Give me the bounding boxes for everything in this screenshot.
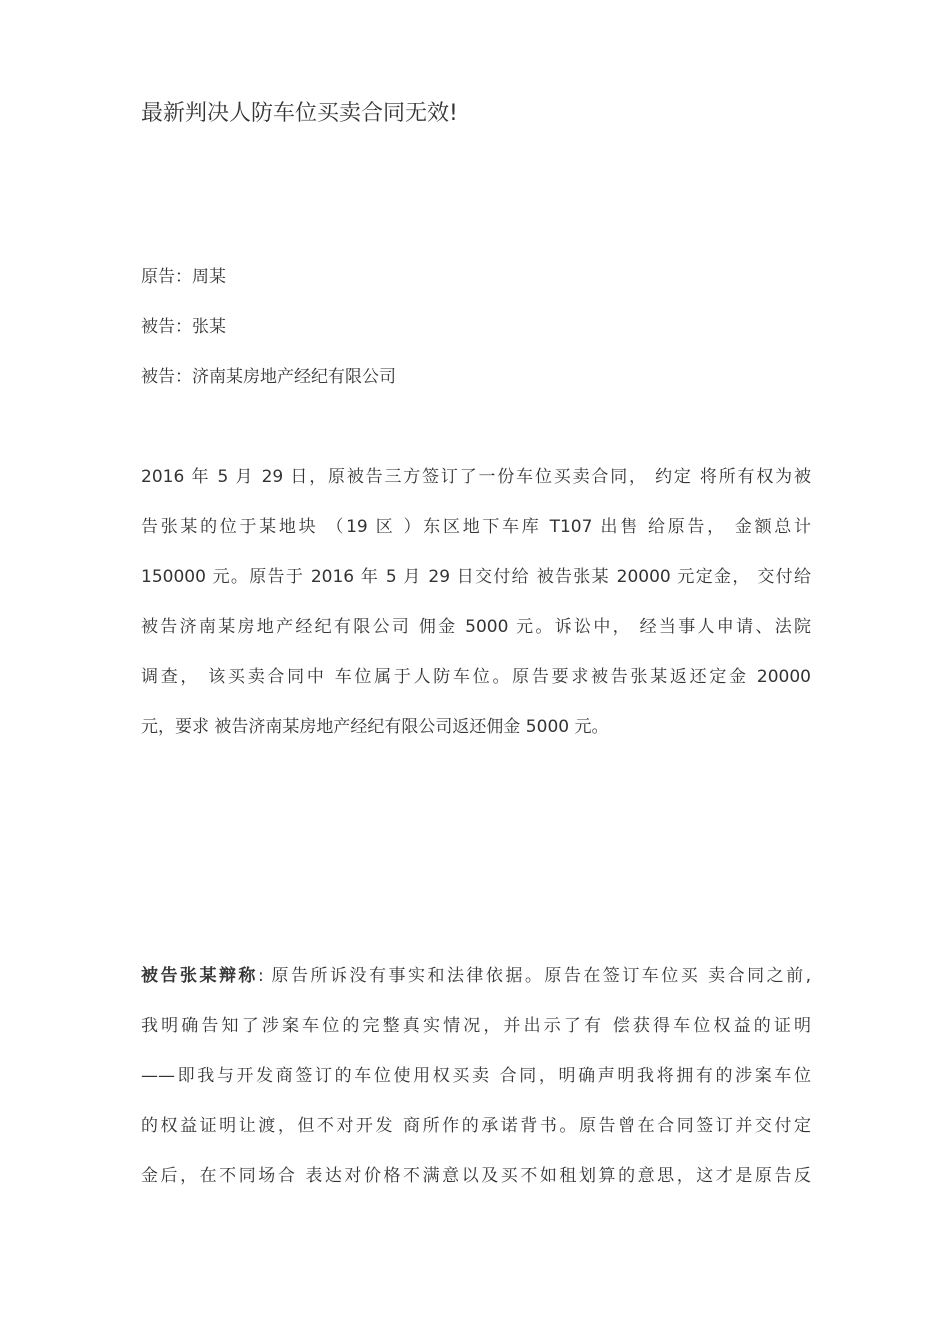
document-title: 最新判决人防车位买卖合同无效! xyxy=(141,101,458,126)
defense-line: ——即我与开发商签订的车位使用权买卖 合同，明确声明我将拥有的涉案车位 xyxy=(141,1066,811,1086)
facts-line: 元，要求 被告济南某房地产经纪有限公司返还佣金 5000 元。 xyxy=(141,717,609,737)
defense-line: 我明确告知了涉案车位的完整真实情况，并出示了有 偿获得车位权益的证明 xyxy=(141,1016,811,1036)
defense-line: 金后，在不同场合 表达对价格不满意以及买不如租划算的意思，这才是原告反 xyxy=(141,1166,811,1186)
facts-line: 2016 年 5 月 29 日，原被告三方签订了一份车位买卖合同， 约定 将所有权为被 xyxy=(141,467,811,487)
defense-paragraph xyxy=(141,964,811,1214)
facts-paragraph xyxy=(141,465,811,765)
facts-line: 150000 元。原告于 2016 年 5 月 29 日交付给 被告张某 20000 元定金， 交付给 xyxy=(141,567,811,587)
defense-first-line-text: : 原告所诉没有事实和法律依据。原告在签订车位买 卖合同之前, xyxy=(257,966,811,986)
defense-first-line xyxy=(141,964,811,1014)
plaintiff-line: 原告：周某 xyxy=(141,267,226,287)
facts-line: 告张某的位于某地块 （19 区 ）东区地下车库 T107 出售 给原告， 金额总计 xyxy=(141,517,811,537)
defendant-line-2: 被告：济南某房地产经纪有限公司 xyxy=(141,367,396,387)
defendant-line-1: 被告：张某 xyxy=(141,317,226,337)
facts-line: 被告济南某房地产经纪有限公司 佣金 5000 元。诉讼中， 经当事人申请、法院 xyxy=(141,617,811,637)
defense-label: 被告张某辩称 xyxy=(141,966,258,986)
defense-line: 的权益证明让渡，但不对开发 商所作的承诺背书。原告曾在合同签订并交付定 xyxy=(141,1116,811,1136)
facts-line: 调查， 该买卖合同中 车位属于人防车位。原告要求被告张某返还定金 20000 xyxy=(141,667,811,687)
